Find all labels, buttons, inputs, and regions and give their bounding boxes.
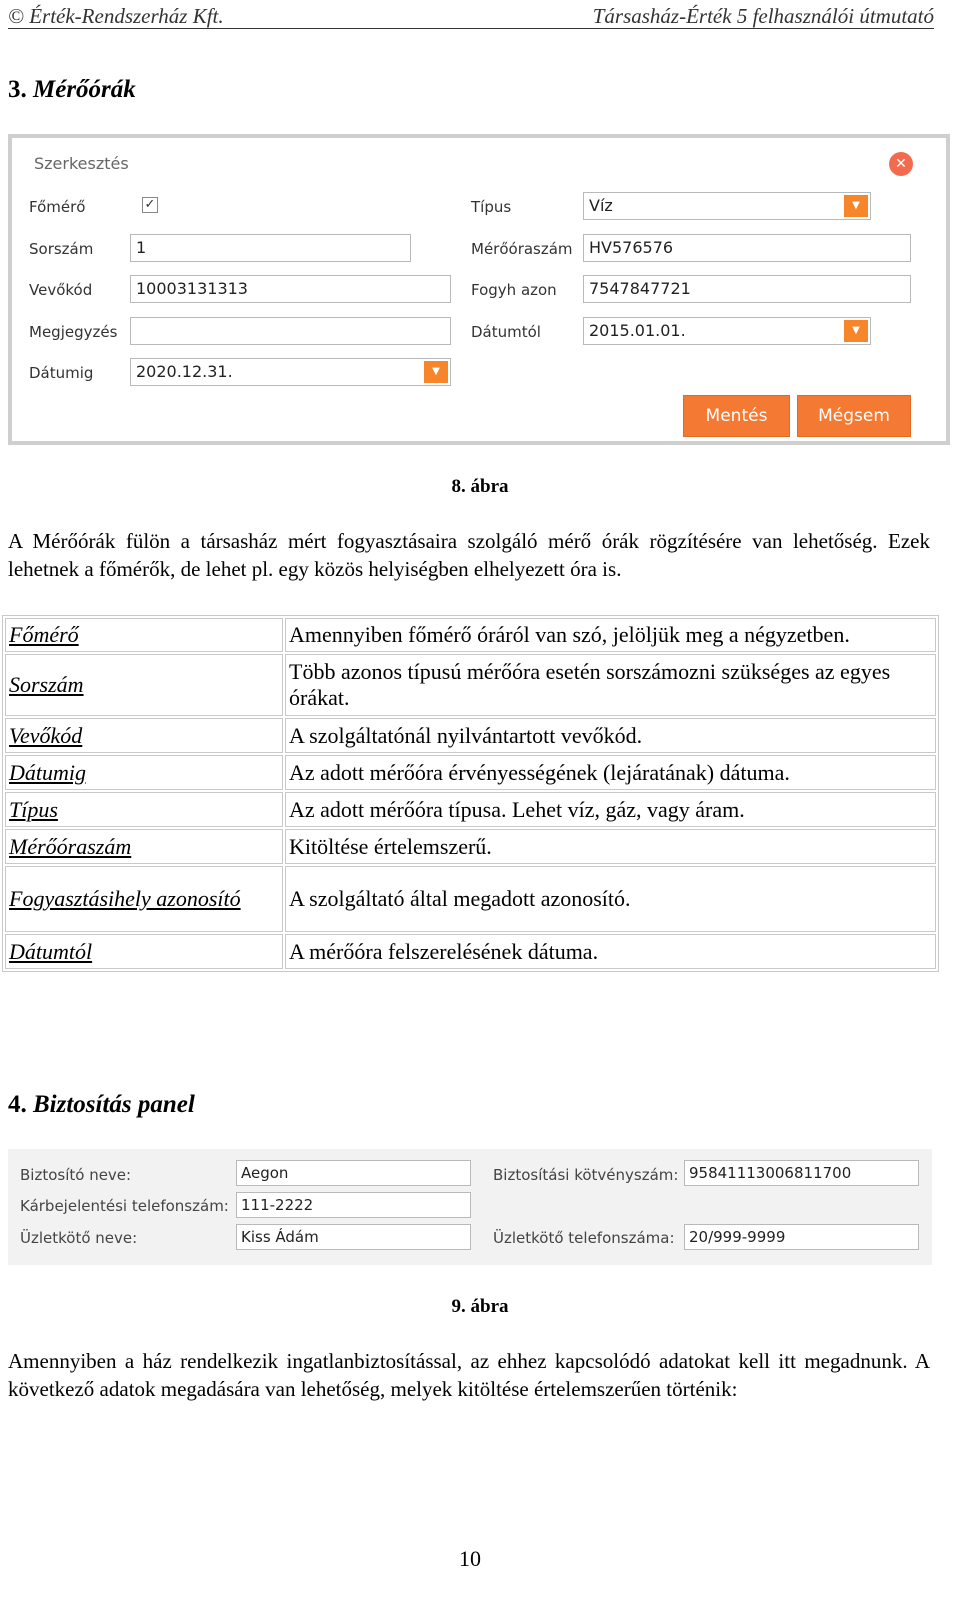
table-desc: Az adott mérőóra típusa. Lehet víz, gáz, vagy áram. xyxy=(285,792,936,827)
tipus-label: Típus xyxy=(471,198,512,216)
figure-caption-9: 9. ábra xyxy=(451,1296,509,1317)
vevokod-input[interactable]: 10003131313 xyxy=(130,275,451,303)
header-divider xyxy=(8,28,934,29)
biztosito-input[interactable]: Aegon xyxy=(236,1160,471,1186)
table-desc: Amennyiben főmérő óráról van szó, jelöljük meg a négyzetben. xyxy=(285,618,936,652)
uzletkoto-tel-label: Üzletkötő telefonszáma: xyxy=(493,1229,675,1247)
header-left: © Érték-Rendszerház Kft. xyxy=(8,4,224,28)
table-term: Dátumig xyxy=(5,755,283,790)
paragraph-biztositas: Amennyiben a ház rendelkezik ingatlanbiztosítással, az ehhez kapcsolódó adatokat kell itt megadnunk. A következő adatok megadására van lehetőség, melyek kitöltése értelemszerűen történik: xyxy=(8,1349,930,1401)
section-name: Biztosítás panel xyxy=(33,1091,195,1118)
table-row xyxy=(5,934,936,969)
edit-dialog xyxy=(8,134,950,445)
table-desc: A szolgáltatónál nyilvántartott vevőkód. xyxy=(285,718,936,753)
uzletkoto-tel-input[interactable]: 20/999-9999 xyxy=(684,1224,919,1250)
table-row xyxy=(5,792,936,827)
megjegyzes-input[interactable] xyxy=(130,317,451,345)
fomero-checkbox[interactable] xyxy=(142,197,158,213)
section-number: 3. xyxy=(8,76,27,103)
table-desc: A szolgáltató által megadott azonosító. xyxy=(285,866,936,932)
table-desc: Több azonos típusú mérőóra esetén sorszámozni szükséges az egyes órákat. xyxy=(285,654,936,716)
fomero-label: Főmérő xyxy=(29,198,86,216)
karbej-input[interactable]: 111-2222 xyxy=(236,1192,471,1218)
karbej-label: Kárbejelentési telefonszám: xyxy=(20,1197,229,1215)
save-button[interactable]: Mentés xyxy=(683,395,790,437)
kotveny-label: Biztosítási kötvényszám: xyxy=(493,1166,679,1184)
datumtol-label: Dátumtól xyxy=(471,323,541,341)
chevron-down-icon[interactable]: ▼ xyxy=(424,361,448,383)
megjegyzes-label: Megjegyzés xyxy=(29,323,118,341)
table-term: Vevőkód xyxy=(5,718,283,753)
chevron-down-icon[interactable]: ▼ xyxy=(844,195,868,217)
table-term: Dátumtól xyxy=(5,934,283,969)
datumig-select[interactable] xyxy=(130,358,451,386)
section-name: Mérőórák xyxy=(33,76,136,103)
table-term: Sorszám xyxy=(5,654,283,716)
chevron-down-icon[interactable]: ▼ xyxy=(844,320,868,342)
fogyh-label: Fogyh azon xyxy=(471,281,557,299)
table-term: Fogyasztásihely azonosító xyxy=(5,866,283,932)
uzletkoto-input[interactable]: Kiss Ádám xyxy=(236,1224,471,1250)
table-row xyxy=(5,755,936,790)
fogyh-input[interactable]: 7547847721 xyxy=(583,275,911,303)
table-desc: Az adott mérőóra érvényességének (lejáratának) dátuma. xyxy=(285,755,936,790)
table-term: Mérőóraszám xyxy=(5,829,283,864)
kotveny-input[interactable]: 95841113006811700 xyxy=(684,1160,919,1186)
table-row xyxy=(5,618,936,652)
datumtol-select[interactable] xyxy=(583,317,871,345)
vevokod-label: Vevőkód xyxy=(29,281,93,299)
field-description-table xyxy=(2,615,939,972)
check-icon: ✓ xyxy=(144,197,156,212)
section-title-merorak xyxy=(8,76,136,104)
table-desc: Kitöltése értelemszerű. xyxy=(285,829,936,864)
table-row xyxy=(5,829,936,864)
datumig-label: Dátumig xyxy=(29,364,94,382)
datumig-value: 2020.12.31. xyxy=(136,362,233,381)
table-row xyxy=(5,654,936,716)
sorszam-input[interactable]: 1 xyxy=(130,234,411,262)
paragraph-merorak: A Mérőórák fülön a társasház mért fogyasztásaira szolgáló mérő órák rögzítésére van lehetőség. Ezek lehetnek a főmérők, de lehet pl. egy közös helyiségben elhelyezett óra is. xyxy=(8,529,930,581)
table-row xyxy=(5,866,936,932)
table-desc: A mérőóra felszerelésének dátuma. xyxy=(285,934,936,969)
biztosito-label: Biztosító neve: xyxy=(20,1166,132,1184)
table-term: Főmérő xyxy=(5,618,283,652)
dialog-title: Szerkesztés xyxy=(34,154,129,173)
meroraszam-input[interactable]: HV576576 xyxy=(583,234,911,262)
sorszam-label: Sorszám xyxy=(29,240,94,258)
meroraszam-label: Mérőóraszám xyxy=(471,240,573,258)
tipus-value: Víz xyxy=(589,196,613,215)
table-term: Típus xyxy=(5,792,283,827)
table-row xyxy=(5,718,936,753)
datumtol-value: 2015.01.01. xyxy=(589,321,686,340)
uzletkoto-label: Üzletkötő neve: xyxy=(20,1229,138,1247)
header-right: Társasház-Érték 5 felhasználói útmutató xyxy=(592,4,934,28)
figure-caption-8: 8. ábra xyxy=(451,476,509,497)
tipus-select[interactable] xyxy=(583,192,871,220)
insurance-panel xyxy=(8,1149,932,1265)
page-number: 10 xyxy=(459,1546,481,1571)
section-number: 4. xyxy=(8,1091,27,1118)
close-icon[interactable]: ✕ xyxy=(889,152,913,176)
cancel-button[interactable]: Mégsem xyxy=(797,395,911,437)
section-title-biztositas xyxy=(8,1091,195,1119)
